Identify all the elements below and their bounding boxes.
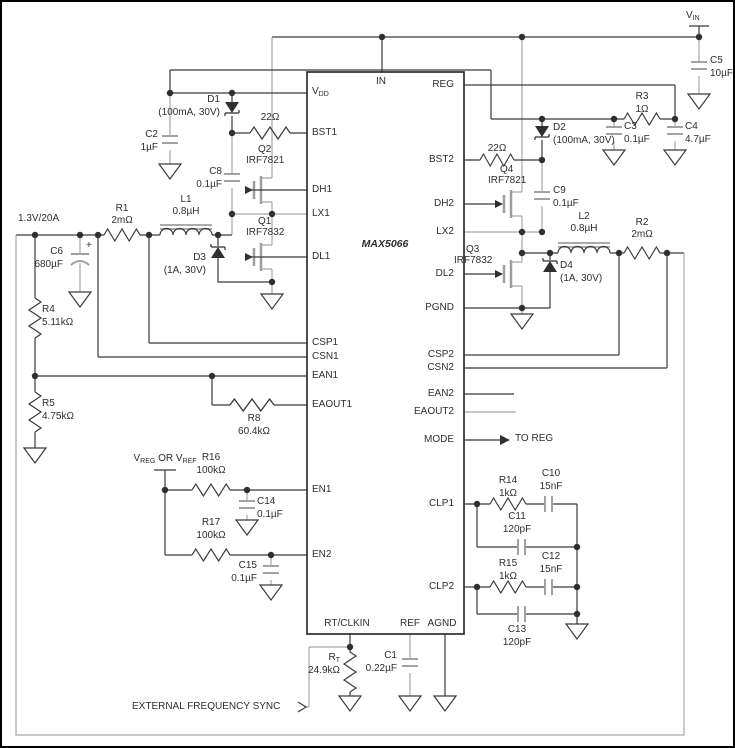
pin-mode: MODE	[424, 434, 454, 445]
pin-pgnd: PGND	[425, 302, 454, 313]
l1-inductor-icon	[160, 225, 212, 235]
ground-r5	[24, 448, 46, 463]
c13-ref: C13	[507, 624, 527, 635]
q3-mosfet-icon	[495, 260, 522, 288]
pin-eaout1: EAOUT1	[312, 399, 353, 410]
ground-c15	[260, 585, 282, 600]
c4-ref: C4	[685, 121, 698, 132]
pin-dh1: DH1	[312, 184, 333, 195]
q2-part: IRF7821	[246, 155, 285, 166]
c10-val: 15nF	[539, 481, 563, 492]
r1-ref: R1	[115, 203, 129, 214]
output-label: 1.3V/20A	[18, 213, 60, 224]
r5-val: 4.75kΩ	[42, 411, 74, 422]
to-reg-label: TO REG	[515, 433, 554, 444]
c6-val: 680µF	[34, 259, 63, 270]
rbst2-val: 22Ω	[487, 143, 507, 154]
pin-dl2: DL2	[435, 268, 454, 279]
l2-inductor-icon	[558, 243, 610, 253]
pin-en1: EN1	[312, 484, 332, 495]
pin-clp1: CLP1	[428, 498, 454, 509]
l1-val: 0.8µH	[172, 206, 200, 217]
r2-val: 2mΩ	[631, 229, 653, 240]
c8-val: 0.1µF	[196, 179, 222, 190]
ground-pgnd	[511, 314, 533, 329]
ground-c14	[236, 520, 258, 535]
c9-val: 0.1µF	[553, 198, 579, 209]
c3-ref: C3	[624, 121, 637, 132]
r3-ref: R3	[635, 91, 649, 102]
ground-c6	[69, 292, 91, 307]
ground-clp	[566, 624, 588, 639]
q3-ref: Q3	[466, 244, 480, 255]
q1-part: IRF7832	[246, 227, 285, 238]
r17-val: 100kΩ	[196, 530, 226, 541]
vin-terminal-label: $V_{IN}$	[686, 10, 700, 22]
r4-val: 5.11kΩ	[42, 317, 74, 328]
c3-val: 0.1µF	[624, 134, 650, 145]
pin-agnd: AGND	[427, 618, 457, 629]
c6-polarity-label: +	[86, 240, 92, 251]
pin-rt-clkin: RT/CLKIN	[324, 618, 370, 629]
c2-val: 1µF	[140, 142, 158, 153]
pin-vdd: $V_{DD}$	[312, 86, 329, 98]
ground-rt	[339, 696, 361, 711]
c4-val: 4.7µF	[685, 134, 711, 145]
mode-net	[464, 394, 516, 445]
d1-ref: D1	[207, 94, 220, 105]
r2-ref: R2	[635, 217, 649, 228]
pin-ean1: EAN1	[312, 370, 339, 381]
ground-c2	[159, 164, 181, 179]
rt-ref: $R_T$	[328, 652, 340, 664]
pin-ean2: EAN2	[427, 388, 454, 399]
pin-csn1: CSN1	[312, 351, 339, 362]
ground-c3	[603, 150, 625, 165]
r17-ref: R17	[201, 517, 221, 528]
c5-val: 10µF	[710, 68, 733, 79]
powerstage1	[211, 176, 307, 309]
pin-in: IN	[376, 76, 386, 87]
c11-ref: C11	[508, 511, 526, 522]
c12-ref: C12	[541, 551, 561, 562]
d2-ref: D2	[553, 122, 566, 133]
d1-note: (100mA, 30V)	[158, 107, 220, 118]
to-reg-arrow-icon	[500, 435, 510, 445]
ground-c4	[664, 150, 686, 165]
c2-ref: C2	[145, 129, 158, 140]
c1-val: 0.22µF	[365, 663, 397, 674]
schematic-canvas	[2, 2, 735, 748]
c14-ref: C14	[257, 496, 276, 507]
pin-en2: EN2	[312, 549, 332, 560]
r14-val: 1kΩ	[498, 488, 518, 499]
ground-c1	[399, 696, 421, 711]
ground-q1	[261, 294, 283, 309]
d3-diode-icon	[211, 244, 225, 258]
r8-ref: R8	[247, 413, 261, 424]
pin-lx2: LX2	[436, 226, 454, 237]
r15-val: 1kΩ	[498, 571, 518, 582]
vreg-vref-label: $V_{REG}$ OR $V_{REF}$	[133, 453, 197, 465]
l1-ref: L1	[180, 194, 192, 205]
d1-diode-icon	[225, 102, 239, 116]
pin-clp2: CLP2	[428, 581, 454, 592]
pin-eaout2: EAOUT2	[413, 406, 454, 417]
r5-ref: R5	[42, 398, 55, 409]
q4-part: IRF7821	[488, 175, 527, 186]
pin-dh2: DH2	[433, 198, 454, 209]
r16-val: 100kΩ	[196, 465, 226, 476]
pin-csp1: CSP1	[312, 337, 339, 348]
r15-ref: R15	[498, 558, 518, 569]
rbst1-val: 22Ω	[260, 112, 280, 123]
q2-ref: Q2	[258, 144, 272, 155]
d4-ref: D4	[560, 260, 573, 271]
r4-ref: R4	[42, 304, 55, 315]
r16-ref: R16	[201, 452, 221, 463]
c9-ref: C9	[553, 185, 566, 196]
r8-val: 60.4kΩ	[238, 426, 270, 437]
c8-ref: C8	[209, 166, 222, 177]
pin-bst2: BST2	[428, 154, 454, 165]
c1-ref: C1	[384, 650, 397, 661]
l2-val: 0.8µH	[570, 223, 598, 234]
pin-lx1: LX1	[312, 208, 330, 219]
pin-bst1: BST1	[312, 127, 338, 138]
ground-c5	[688, 94, 710, 109]
r1-val: 2mΩ	[111, 215, 133, 226]
c15-ref: C15	[238, 560, 257, 571]
ground-agnd	[434, 696, 456, 711]
pin-ref: REF	[400, 618, 420, 629]
q1-ref: Q1	[258, 216, 272, 227]
pin-csn2: CSN2	[427, 362, 454, 373]
sync-arrow-icon	[298, 702, 306, 712]
d3-ref: D3	[193, 252, 206, 263]
ext-sync-label: EXTERNAL FREQUENCY SYNC	[132, 701, 281, 712]
c15-val: 0.1µF	[231, 573, 257, 584]
pin-dl1: DL1	[312, 251, 331, 262]
rt-val: 24.9kΩ	[308, 665, 340, 676]
pin-reg: REG	[432, 79, 454, 90]
c14-val: 0.1µF	[257, 509, 283, 520]
q3-part: IRF7832	[454, 255, 493, 266]
c6-ref: C6	[50, 246, 63, 257]
c12-val: 15nF	[539, 564, 563, 575]
d3-note: (1A, 30V)	[163, 265, 206, 276]
r3-val: 1Ω	[635, 104, 649, 115]
d2-note: (100mA, 30V)	[553, 135, 615, 146]
c10-ref: C10	[541, 468, 561, 479]
c5-ref: C5	[710, 55, 723, 66]
q4-ref: Q4	[500, 164, 514, 175]
q4-mosfet-icon	[495, 190, 522, 218]
c13-val: 120pF	[502, 637, 532, 648]
d4-diode-icon	[543, 258, 557, 272]
pin-csp2: CSP2	[427, 349, 454, 360]
chip-name: MAX5066	[361, 238, 409, 250]
d2-diode-icon	[535, 126, 549, 140]
l2-ref: L2	[578, 211, 590, 222]
d4-note: (1A, 30V)	[560, 273, 603, 284]
c11-val: 120pF	[502, 524, 532, 535]
r14-ref: R14	[498, 475, 518, 486]
